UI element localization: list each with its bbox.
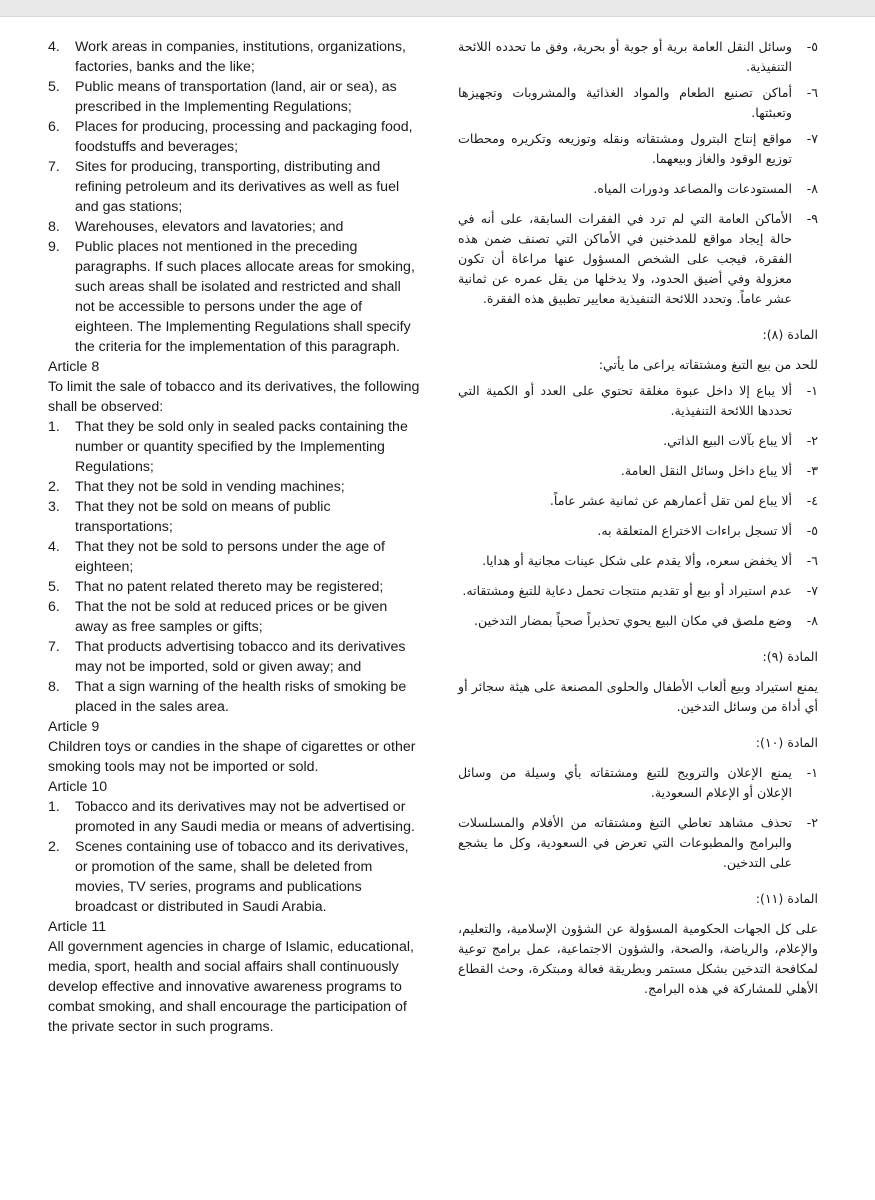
item-number: ٤-: [806, 493, 818, 508]
article-8-title: المادة (٨):: [762, 327, 818, 342]
item-text: Warehouses, elevators and lavatories; and: [75, 219, 344, 235]
item-text: That the not be sold at reduced prices or be given away as free samples or gifts;: [75, 599, 388, 635]
list-item: [458, 209, 818, 309]
list-item: [458, 83, 818, 123]
list-item: [48, 577, 420, 597]
item-number: ٥-: [806, 39, 818, 54]
item-text: ألا يباع إلا داخل عبوة مغلقة تحتوي على العدد أو الكمية التي تحددها اللائحة التنفيذية.: [458, 383, 792, 418]
article-11-title: Article 11: [48, 919, 107, 935]
list-item: [48, 77, 420, 117]
item-text: That they be sold only in sealed packs containing the number or quantity specified by the Implementing Regulations;: [75, 419, 408, 475]
item-text: Scenes containing use of tobacco and its derivatives, or promotion of the same, shall be deleted from movies, TV series, programs and publications broadcast or distributed in Saudi Arabia.: [75, 839, 409, 915]
list-item: [458, 611, 818, 631]
item-text: That they not be sold to persons under the age of eighteen;: [75, 539, 385, 575]
item-number: 3.: [48, 499, 60, 515]
item-number: ١-: [806, 383, 818, 398]
english-column: [48, 37, 420, 1037]
list-item: [48, 797, 420, 837]
item-number: 6.: [48, 119, 60, 135]
item-number: 1.: [48, 799, 60, 815]
item-text: Places for producing, processing and packaging food, foodstuffs and beverages;: [75, 119, 413, 155]
list-item: [458, 491, 818, 511]
item-number: 2.: [48, 839, 60, 855]
list-item: [458, 431, 818, 451]
list-item: [48, 157, 420, 217]
list-item: [48, 417, 420, 477]
viewer-top-bar: [0, 0, 875, 17]
item-text: Work areas in companies, institutions, organizations, factories, banks and the like;: [75, 39, 406, 75]
item-number: ٥-: [806, 523, 818, 538]
item-number: 7.: [48, 159, 60, 175]
list-item: [458, 763, 818, 803]
list-item: [458, 581, 818, 601]
list-item: [458, 813, 818, 873]
list-item: [48, 117, 420, 157]
article-10-title: Article 10: [48, 779, 108, 795]
list-item: [458, 37, 818, 77]
article-11-text: All government agencies in charge of Islamic, educational, media, sport, health and social affairs shall continuously develop effective and innovative awareness programs to combat smoking, and shall encourage the participation of the private sector in such programs.: [48, 939, 414, 1035]
article-9-title: المادة (٩):: [762, 649, 818, 664]
list-item: [48, 537, 420, 577]
article-8-intro: للحد من بيع التبغ ومشتقاته يراعى ما يأتي:: [598, 357, 818, 372]
item-number: ٦-: [806, 553, 818, 568]
item-number: 2.: [48, 479, 60, 495]
item-text: الأماكن العامة التي لم ترد في الفقرات السابقة، على أنه في حالة إيجاد مواقع للمدخنين في الأماكن التي تصنف ضمن هذه الفقرة، فيجب على الشخص المسؤول عنها مراعاة أن تكون معزولة وفي أضيق الحدود، ولا يدخلها من يقل عمره عن ثمانية عشر عاماً. وتحدد اللائحة التنفيذية معايير تطبيق هذه الفقرة.: [458, 211, 792, 306]
item-text: Public means of transportation (land, air or sea), as prescribed in the Implementing Regulations;: [75, 79, 397, 115]
item-text: ألا تسجل براءات الاختراع المتعلقة به.: [597, 523, 792, 538]
item-text: وسائل النقل العامة برية أو جوية أو بحرية، وفق ما تحدده اللائحة التنفيذية.: [458, 39, 792, 74]
item-text: Public places not mentioned in the preceding paragraphs. If such places allocate areas for smoking, such areas shall be isolated and restricted and shall not be accessible to persons under the age of eighteen. The Implementing Regulations shall specify the criteria for the implementation of this paragraph.: [75, 239, 415, 355]
item-number: ٩-: [806, 211, 818, 226]
item-number: 5.: [48, 79, 60, 95]
list-item: [48, 37, 420, 77]
item-number: ٧-: [806, 583, 818, 598]
list-item: [48, 477, 420, 497]
article-8-intro: To limit the sale of tobacco and its derivatives, the following shall be observed:: [48, 379, 420, 415]
list-item: [48, 637, 420, 677]
item-text: Sites for producing, transporting, distributing and refining petroleum and its derivatives as well as fuel and gas stations;: [75, 159, 400, 215]
item-text: وضع ملصق في مكان البيع يحوي تحذيراً صحياً بمضار التدخين.: [474, 613, 792, 628]
item-number: ٢-: [806, 815, 818, 830]
item-number: 1.: [48, 419, 60, 435]
item-text: تحذف مشاهد تعاطي التبغ ومشتقاته من الأفلام والمسلسلات والبرامج والمطبوعات التي تعرض في السعودية، وكل ما يشجع على التدخين.: [458, 815, 792, 870]
list-item: [458, 461, 818, 481]
article-9-text: يمنع استيراد وبيع ألعاب الأطفال والحلوى المصنعة على هيئة سجائر أو أي أداة من وسائل التدخين.: [458, 679, 818, 714]
item-text: ألا يخفض سعره، وألا يقدم على شكل عينات مجانية أو هدايا.: [482, 553, 792, 568]
item-text: That they not be sold on means of public transportations;: [75, 499, 331, 535]
item-number: 4.: [48, 39, 60, 55]
list-item: [48, 217, 420, 237]
article-11-text: على كل الجهات الحكومية المسؤولة عن الشؤون الإسلامية، والتعليم، والإعلام، والرياضة، والصحة، والشؤون الاجتماعية، عمل برامج توعية لمكافحة التدخين بشكل مستمر وبطريقة فعالة ومبتكرة، وحث القطاع الأهلي للمشاركة في هذه البرامج.: [458, 921, 818, 996]
item-text: That a sign warning of the health risks of smoking be placed in the sales area.: [75, 679, 407, 715]
list-item: [48, 677, 420, 717]
list-item: [48, 237, 420, 357]
article-10-title: المادة (١٠):: [755, 735, 818, 750]
article-11-title: المادة (١١):: [755, 891, 818, 906]
list-item: [458, 129, 818, 169]
item-number: 6.: [48, 599, 60, 615]
item-text: ألا يباع بآلات البيع الذاتي.: [663, 433, 792, 448]
arabic-column: [458, 37, 818, 999]
item-number: 5.: [48, 579, 60, 595]
list-item: [458, 381, 818, 421]
item-text: That they not be sold in vending machines;: [75, 479, 345, 495]
item-number: 9.: [48, 239, 60, 255]
list-item: [48, 597, 420, 637]
list-item: [458, 179, 818, 199]
list-item: [458, 521, 818, 541]
item-text: ألا يباع لمن تقل أعمارهم عن ثمانية عشر عاماً.: [549, 493, 792, 508]
item-number: ١-: [806, 765, 818, 780]
article-8-title: Article 8: [48, 359, 100, 375]
item-text: That products advertising tobacco and its derivatives may not be imported, sold or given away; and: [75, 639, 406, 675]
item-number: ٨-: [806, 613, 818, 628]
item-number: ٧-: [806, 131, 818, 146]
item-text: Tobacco and its derivatives may not be advertised or promoted in any Saudi media or means of advertising.: [75, 799, 415, 835]
item-number: 8.: [48, 219, 60, 235]
item-number: ٣-: [806, 463, 818, 478]
item-number: ٢-: [806, 433, 818, 448]
list-item: [48, 837, 420, 917]
item-text: مواقع إنتاج البترول ومشتقاته ونقله وتوزيعه وتكريره ومحطات توزيع الوقود والغاز وبيعهما.: [458, 131, 792, 166]
item-text: That no patent related thereto may be registered;: [75, 579, 384, 595]
list-item: [48, 497, 420, 537]
item-number: 4.: [48, 539, 60, 555]
document-page: [0, 17, 875, 1200]
item-text: المستودعات والمصاعد ودورات المياه.: [593, 181, 792, 196]
item-text: عدم استيراد أو بيع أو تقديم منتجات تحمل دعاية للتبغ ومشتقاته.: [462, 583, 792, 598]
item-text: ألا يباع داخل وسائل النقل العامة.: [620, 463, 792, 478]
item-number: ٦-: [806, 85, 818, 100]
item-number: 8.: [48, 679, 60, 695]
item-number: 7.: [48, 639, 60, 655]
list-item: [458, 551, 818, 571]
article-9-title: Article 9: [48, 719, 100, 735]
item-number: ٨-: [806, 181, 818, 196]
article-9-text: Children toys or candies in the shape of cigarettes or other smoking tools may not be imported or sold.: [48, 739, 416, 775]
item-text: أماكن تصنيع الطعام والمواد الغذائية والمشروبات وتجهيزها وتعبئتها.: [458, 85, 792, 120]
item-text: يمنع الإعلان والترويج للتبغ ومشتقاته بأي وسيلة من وسائل الإعلان أو الإعلام السعودية.: [458, 765, 792, 800]
